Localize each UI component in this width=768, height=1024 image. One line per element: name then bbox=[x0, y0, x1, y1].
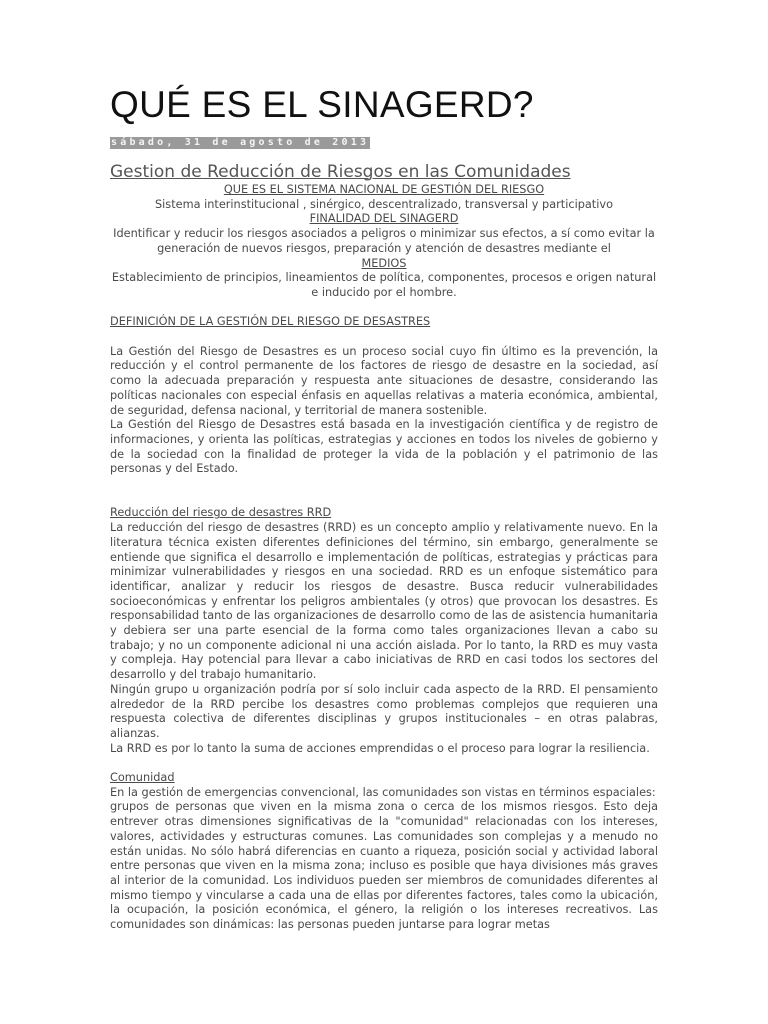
paragraph: La Gestión del Riesgo de Desastres está basada en la investigación científica y de registro de informaciones, y orienta las políticas, estrategias y acciones en todos los niveles de gobierno y de la sociedad con la finalidad de proteger la vida de la población y el patrimonio de las personas y del Estado. bbox=[110, 418, 658, 476]
paragraph: En la gestión de emergencias convencional, las comunidades son vistas en términos espaciales: bbox=[110, 785, 656, 799]
intro-heading-sistema: QUE ES EL SISTEMA NACIONAL DE GESTIÓN DEL RIESGO bbox=[223, 183, 545, 196]
section-heading-comunidad: Comunidad bbox=[110, 771, 175, 785]
section-heading-definicion: DEFINICIÓN DE LA GESTIÓN DEL RIESGO DE DESASTRES bbox=[110, 315, 431, 329]
post-body bbox=[110, 183, 658, 933]
paragraph: La reducción del riesgo de desastres (RRD) es un concepto amplio y relativamente nuevo. En la literatura técnica existen diferentes definiciones del término, sin embargo, generalmente se entiende que significa el desarrollo e implementación de políticas, estrategias y prácticas para minimizar vulnerabilidades y riesgos en una sociedad. RRD es un enfoque sistemático para identificar, analizar y reducir los riesgos de desastre. Busca reducir vulnerabilidades socioeconómicas y enfrentar los peligros ambientales (y otros) que provocan los desastres. Es responsabilidad tanto de las organizaciones de desarrollo como de las de asistencia humanitaria y debiera ser una parte esencial de la forma como tales organizaciones llevan a cabo su trabajo; y no un componente adicional ni una acción aislada. Por lo tanto, la RRD es muy vasta y compleja. Hay potencial para llevar a cabo iniciativas de RRD en casi todos los sectores del desarrollo y del trabajo humanitario. bbox=[110, 521, 658, 682]
intro-heading-finalidad: FINALIDAD DEL SINAGERD bbox=[309, 212, 459, 226]
paragraph: Ningún grupo u organización podría por sí solo incluir cada aspecto de la RRD. El pensamiento alrededor de la RRD percibe los desastres como problemas complejos que requieren una respuesta colectiva de diferentes disciplinas y grupos institucionales – en otras palabras, alianzas. bbox=[110, 682, 658, 740]
paragraph: La Gestión del Riesgo de Desastres es un proceso social cuyo fin último es la prevención, la reducción y el control permanente de los factores de riesgo de desastre en la sociedad, así como la adecuada preparación y respuesta ante situaciones de desastre, considerando las políticas nacionales con especial énfasis en aquellas relativas a materia económica, ambiental, de seguridad, defensa nacional, y territorial de manera sostenible. bbox=[110, 344, 658, 417]
intro-text-finalidad: Identificar y reducir los riesgos asociados a peligros o minimizar sus efectos, a sí como evitar la generación de nuevos riesgos, preparación y atención de desastres mediante el bbox=[113, 227, 655, 255]
post-date: sábado, 31 de agosto de 2013 bbox=[111, 137, 370, 148]
paragraph: grupos de personas que viven en la misma zona o cerca de los mismos riesgos. Esto deja entrever otras dimensiones significativas de la "comunidad" relacionadas con los intereses, valores, actividades y estructuras comunes. Las comunidades son complejas y a menudo no están unidas. No sólo habrá diferencias en cuanto a riqueza, posición social y actividad laboral entre personas que viven en la misma zona; incluso es posible que haya divisiones más graves al interior de la comunidad. Los individuos pueden ser miembros de comunidades diferentes al mismo tiempo y vincularse a cada una de ellas por diferentes factores, tales como la ubicación, la ocupación, la posición económica, el género, la religión o los intereses recreativos. Las comunidades son dinámicas: las personas pueden juntarse para lograr metas bbox=[110, 800, 658, 932]
intro-text-sistema: Sistema interinstitucional , sinérgico, descentralizado, transversal y participativo bbox=[155, 197, 613, 211]
intro-heading-medios: MEDIOS bbox=[361, 256, 407, 270]
section-definicion bbox=[110, 315, 658, 477]
section-rrd bbox=[110, 506, 658, 756]
section-heading-rrd: Reducción del riesgo de desastres RRD bbox=[110, 506, 332, 520]
post-title[interactable]: Gestion de Reducción de Riesgos en las Comunidades bbox=[110, 162, 571, 182]
blog-title[interactable]: QUÉ ES EL SINAGERD? bbox=[110, 84, 534, 125]
section-comunidad bbox=[110, 771, 658, 933]
intro-text-medios: Establecimiento de principios, lineamientos de política, componentes, procesos e origen natural e inducido por el hombre. bbox=[111, 271, 657, 299]
intro-section bbox=[110, 183, 658, 301]
paragraph: La RRD es por lo tanto la suma de acciones emprendidas o el proceso para lograr la resiliencia. bbox=[110, 741, 650, 755]
